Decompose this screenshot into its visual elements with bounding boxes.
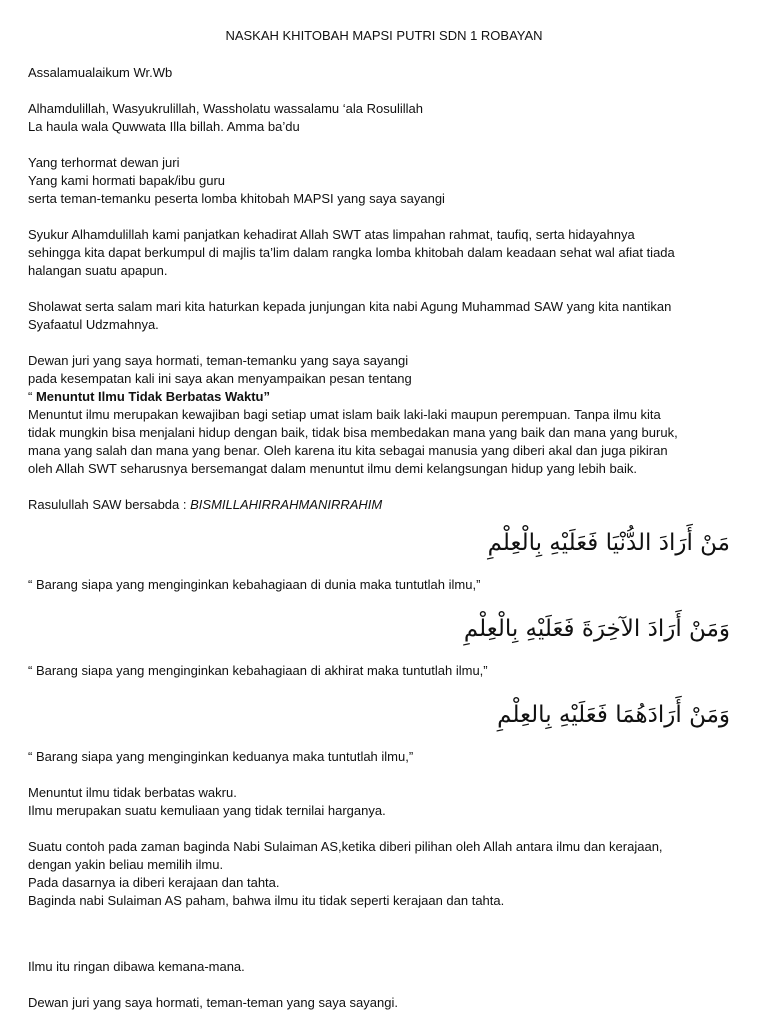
sulaiman-line: Baginda nabi Sulaiman AS paham, bahwa ilmu itu tidak seperti kerajaan dan tahta.: [28, 893, 505, 908]
gratitude-line: sehingga kita dapat berkumpul di majlis ta’lim dalam rangka lomba khitobah dalam keadaan sehat wal afiat tiada: [28, 245, 675, 260]
sulaiman-line: Suatu contoh pada zaman baginda Nabi Sulaiman AS,ketika diberi pilihan oleh Allah antara ilmu dan kerajaan,: [28, 839, 663, 854]
opening-paragraph: [28, 100, 740, 136]
gratitude-line: halangan suatu apapun.: [28, 263, 168, 278]
honored-paragraph: [28, 154, 740, 208]
body-line: oleh Allah SWT seharusnya bersemangat dalam menuntut ilmu demi kelangsungan hidup yang lebih baik.: [28, 461, 637, 476]
no-limit-paragraph: [28, 784, 740, 820]
topic-title: Menuntut Ilmu Tidak Berbatas Waktu”: [35, 389, 270, 404]
light-paragraph: Ilmu itu ringan dibawa kemana-mana.: [28, 959, 245, 974]
topic-quote-open: “: [28, 389, 36, 404]
sholawat-line: Sholawat serta salam mari kita haturkan kepada junjungan kita nabi Agung Muhammad SAW yang kita nantikan: [28, 299, 672, 314]
arabic-verse-1: مَنْ أَرَادَ الدُّنْيَا فَعَلَيْهِ بِالْعِلْمِ: [487, 530, 730, 556]
arabic-verse-3: وَمَنْ أَرَادَهُمَا فَعَلَيْهِ بِالعِلْمِ: [497, 702, 730, 728]
intro-line: pada kesempatan kali ini saya akan menyampaikan pesan tentang: [28, 371, 412, 386]
hadith-intro-text: Rasulullah SAW bersabda :: [28, 497, 191, 512]
sulaiman-paragraph: [28, 838, 740, 910]
intro-paragraph: [28, 352, 740, 478]
bismillah-text: BISMILLAHIRRAHMANIRRAHIM: [190, 497, 383, 512]
honored-line: serta teman-temanku peserta lomba khitobah MAPSI yang saya sayangi: [28, 191, 445, 206]
topic-line: [28, 388, 740, 406]
honored-line: Yang kami hormati bapak/ibu guru: [28, 173, 226, 188]
body-line: mana yang salah dan mana yang benar. Oleh karena itu kita sebagai manusia yang diberi akal dan juga pikiran: [28, 443, 668, 458]
sholawat-paragraph: [28, 298, 740, 334]
honored-line: Yang terhormat dewan juri: [28, 155, 180, 170]
intro-line: Dewan juri yang saya hormati, teman-temanku yang saya sayangi: [28, 353, 409, 368]
opening-line: Alhamdulillah, Wasyukrulillah, Wassholatu wassalamu ‘ala Rosulillah: [28, 101, 423, 116]
gratitude-line: Syukur Alhamdulillah kami panjatkan kehadirat Allah SWT atas limpahan rahmat, taufiq, serta hidayahnya: [28, 227, 635, 242]
opening-line: La haula wala Quwwata Illa billah. Amma ba’du: [28, 119, 300, 134]
gratitude-paragraph: [28, 226, 740, 280]
hadith-intro: [28, 496, 740, 514]
spacer: [28, 910, 740, 958]
document-title: NASKAH KHITOBAH MAPSI PUTRI SDN 1 ROBAYAN: [225, 28, 543, 43]
sholawat-line: Syafaatul Udzmahnya.: [28, 317, 159, 332]
greeting: Assalamualaikum Wr.Wb: [28, 65, 173, 80]
no-limit-line: Ilmu merupakan suatu kemuliaan yang tidak ternilai harganya.: [28, 803, 386, 818]
translation-1: “ Barang siapa yang menginginkan kebahagiaan di dunia maka tuntutlah ilmu,”: [28, 577, 481, 592]
sulaiman-line: Pada dasarnya ia diberi kerajaan dan tahta.: [28, 875, 280, 890]
translation-3: “ Barang siapa yang menginginkan keduanya maka tuntutlah ilmu,”: [28, 749, 414, 764]
arabic-verse-2: وَمَنْ أَرَادَ الآخِرَةَ فَعَلَيْهِ بِالْعِلْمِ: [463, 616, 730, 642]
body-line: tidak mungkin bisa menjalani hidup dengan baik, tidak bisa membedakan mana yang baik dan mana yang buruk,: [28, 425, 678, 440]
sulaiman-line: dengan yakin beliau memilih ilmu.: [28, 857, 224, 872]
closing-address: Dewan juri yang saya hormati, teman-teman yang saya sayangi.: [28, 995, 398, 1010]
translation-2: “ Barang siapa yang menginginkan kebahagiaan di akhirat maka tuntutlah ilmu,”: [28, 663, 488, 678]
no-limit-line: Menuntut ilmu tidak berbatas wakru.: [28, 785, 237, 800]
body-line: Menuntut ilmu merupakan kewajiban bagi setiap umat islam baik laki-laki maupun perempuan. Tanpa ilmu kita: [28, 407, 661, 422]
